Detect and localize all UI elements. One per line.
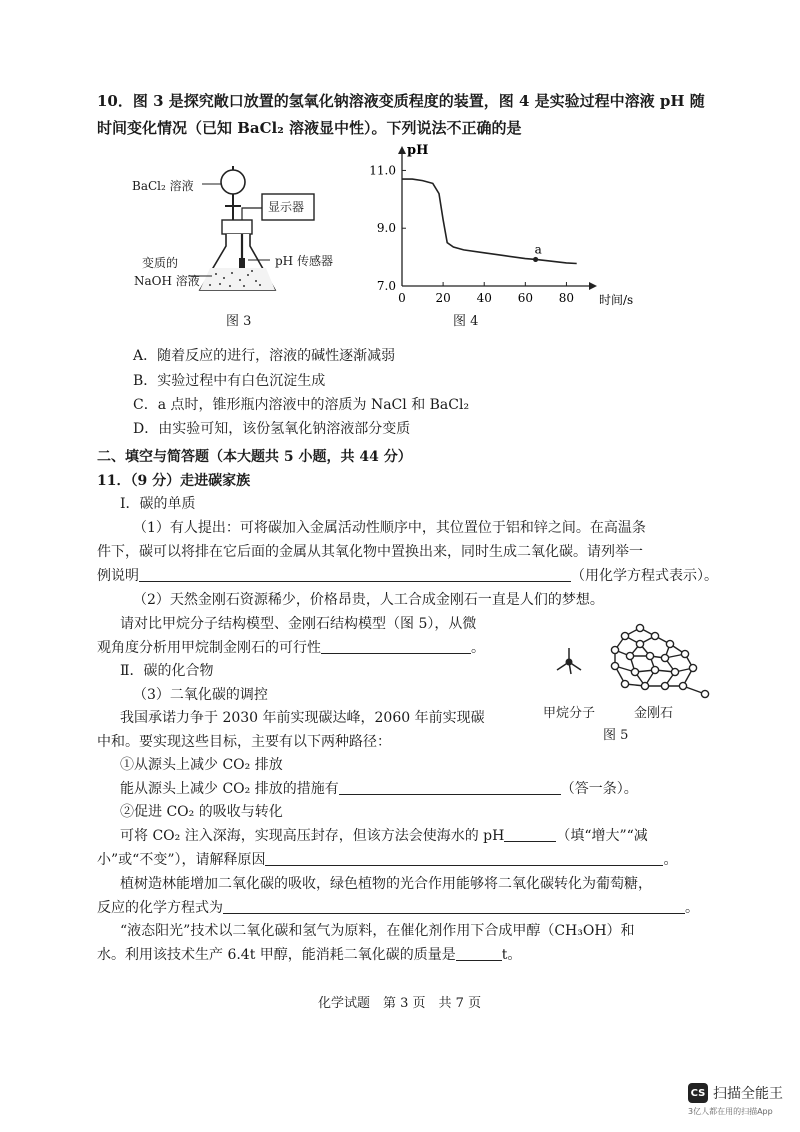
diamond-atom bbox=[626, 652, 633, 659]
q11-path2-q2: 小”或“不变”），请解释原因 。 bbox=[97, 852, 678, 868]
diamond-atom bbox=[631, 668, 638, 675]
label-naoh-1: 变质的 bbox=[142, 256, 179, 270]
q11-plant-line2: 反应的化学方程式为 。 bbox=[97, 900, 699, 916]
q11-p2-line3: 观角度分析用甲烷制金刚石的可行性 。 bbox=[97, 640, 485, 656]
section-2-heading: 二、填空与简答题（本大题共 5 小题，共 44 分） bbox=[97, 449, 412, 465]
diamond-atom bbox=[661, 682, 668, 689]
scanner-watermark bbox=[688, 1083, 783, 1117]
q11-path2: ②促进 CO₂ 的吸收与转化 bbox=[120, 804, 283, 820]
q11-p1-line3: 例说明 （用化学方程式表示）。 bbox=[97, 568, 718, 584]
watermark-tagline: 3亿人都在用的扫描App bbox=[688, 1107, 773, 1116]
point-a-marker bbox=[533, 257, 538, 262]
option-d: D．由实验可知，该份氢氧化钠溶液部分变质 bbox=[133, 421, 411, 437]
x-axis-label: 时间/s bbox=[599, 293, 634, 307]
label-display: 显示器 bbox=[268, 200, 305, 214]
answer-blank-feasibility[interactable] bbox=[321, 639, 471, 654]
y-axis-arrow bbox=[398, 146, 406, 154]
q11-p3-line1: 我国承诺力争于 2030 年前实现碳达峰，2060 年前实现碳 bbox=[120, 710, 485, 726]
answer-blank-ph-change[interactable] bbox=[504, 827, 556, 842]
q11-part2-heading: Ⅱ．碳的化合物 bbox=[120, 663, 214, 679]
y-axis-label: pH bbox=[407, 143, 429, 158]
camscanner-logo-icon: CS bbox=[688, 1083, 708, 1103]
answer-blank-co2-mass[interactable] bbox=[456, 946, 502, 961]
figure-5-models bbox=[545, 600, 725, 710]
ph-series-line bbox=[402, 179, 577, 263]
diamond-atom bbox=[679, 682, 686, 689]
figure-4-ph-chart bbox=[360, 140, 634, 330]
diamond-atom bbox=[621, 680, 628, 687]
option-b: B．实验过程中有白色沉淀生成 bbox=[133, 373, 326, 389]
q11-p3-title: （3）二氧化碳的调控 bbox=[133, 687, 268, 703]
diamond-atom bbox=[671, 668, 678, 675]
label-bacl2: BaCl₂ 溶液 bbox=[132, 179, 194, 193]
answer-blank-measure[interactable] bbox=[339, 780, 561, 795]
methane-label: 甲烷分子 bbox=[543, 706, 596, 721]
x-tick-label: 0 bbox=[398, 291, 406, 305]
diamond-label: 金刚石 bbox=[634, 706, 674, 721]
diamond-atom bbox=[611, 662, 618, 669]
label-ph-sensor: pH 传感器 bbox=[275, 254, 333, 268]
q11-sun-line2: 水。利用该技术生产 6.4t 甲醇，能消耗二氧化碳的质量是 t。 bbox=[97, 947, 522, 963]
diamond-atom bbox=[651, 632, 658, 639]
dropping-funnel-bulb bbox=[221, 170, 245, 194]
diamond-atom bbox=[646, 652, 653, 659]
q11-part1-heading: Ⅰ．碳的单质 bbox=[120, 496, 196, 512]
q11-p3-line2: 中和。要实现这些目标，主要有以下两种路径： bbox=[97, 734, 391, 750]
q11-path1-question: 能从源头上减少 CO₂ 排放的措施有 （答一条）。 bbox=[120, 781, 638, 797]
diamond-atom bbox=[636, 640, 643, 647]
q11-p1-line1: （1）有人提出：可将碳加入金属活动性顺序中，其位置位于铝和锌之间。在高温条 bbox=[133, 520, 646, 536]
x-tick-label: 80 bbox=[558, 291, 575, 305]
figure-5-caption: 图 5 bbox=[603, 728, 629, 743]
answer-blank-equation-1[interactable] bbox=[139, 567, 571, 582]
q11-title: 11．（9 分）走进碳家族 bbox=[97, 473, 251, 489]
diamond-atom bbox=[611, 646, 618, 653]
option-a: A．随着反应的进行，溶液的碱性逐渐减弱 bbox=[133, 348, 396, 364]
diamond-atom bbox=[651, 666, 658, 673]
figure-3-caption: 图 3 bbox=[226, 314, 252, 329]
point-a-label: a bbox=[534, 242, 542, 257]
diamond-atom bbox=[701, 690, 708, 697]
q11-path1: ①从源头上减少 CO₂ 排放 bbox=[120, 757, 283, 773]
diamond-atom bbox=[636, 624, 643, 631]
q10-line1: 10．图 3 是探究敞口放置的氢氧化钠溶液变质程度的装置，图 4 是实验过程中溶液 pH 随 bbox=[97, 92, 705, 110]
x-axis-arrow bbox=[589, 282, 597, 290]
diamond-atom bbox=[666, 640, 673, 647]
y-tick-label: 7.0 bbox=[376, 279, 396, 293]
q11-p2-line1: （2）天然金刚石资源稀少，价格昂贵，人工合成金刚石一直是人们的梦想。 bbox=[133, 592, 604, 608]
watermark-name: 扫描全能王 bbox=[713, 1086, 783, 1102]
option-c: C．a 点时，锥形瓶内溶液中的溶质为 NaCl 和 BaCl₂ bbox=[133, 397, 470, 413]
diamond-atom bbox=[661, 654, 668, 661]
diamond-structure-model bbox=[611, 624, 708, 697]
answer-blank-reason[interactable] bbox=[265, 851, 663, 866]
diamond-atom bbox=[689, 664, 696, 671]
diamond-atom bbox=[681, 650, 688, 657]
page-footer: 化学试题 第 3 页 共 7 页 bbox=[318, 996, 482, 1011]
q11-path2-q1: 可将 CO₂ 注入深海，实现高压封存，但该方法会使海水的 pH （填“增大”“减 bbox=[120, 828, 648, 844]
q11-sun-line1: “液态阳光”技术以二氧化碳和氢气为原料，在催化剂作用下合成甲醇（CH₃OH）和 bbox=[120, 923, 635, 939]
label-naoh-2: NaOH 溶液 bbox=[134, 274, 200, 288]
x-tick-label: 60 bbox=[517, 291, 533, 305]
diamond-atom bbox=[621, 632, 628, 639]
y-tick-label: 9.0 bbox=[376, 221, 396, 236]
answer-blank-photosynthesis[interactable] bbox=[223, 899, 685, 914]
q11-p1-line2: 件下，碳可以将排在它后面的金属从其氧化物中置换出来，同时生成二氧化碳。请列举一 bbox=[97, 544, 643, 560]
diamond-atom bbox=[641, 682, 648, 689]
methane-molecule-model bbox=[557, 648, 581, 674]
figure-4-caption: 图 4 bbox=[453, 314, 479, 329]
q11-p2-line2: 请对比甲烷分子结构模型、金刚石结构模型（图 5），从微 bbox=[120, 616, 477, 632]
q10-line2: 时间变化情况（已知 BaCl₂ 溶液显中性）。下列说法不正确的是 bbox=[97, 119, 522, 137]
stopper bbox=[222, 220, 252, 234]
x-tick-label: 20 bbox=[435, 291, 451, 305]
q11-plant-line1: 植树造林能增加二氧化碳的吸收，绿色植物的光合作用能够将二氧化碳转化为葡萄糖， bbox=[120, 876, 652, 892]
x-tick-label: 40 bbox=[476, 291, 492, 305]
y-tick-label: 11.0 bbox=[369, 163, 396, 178]
